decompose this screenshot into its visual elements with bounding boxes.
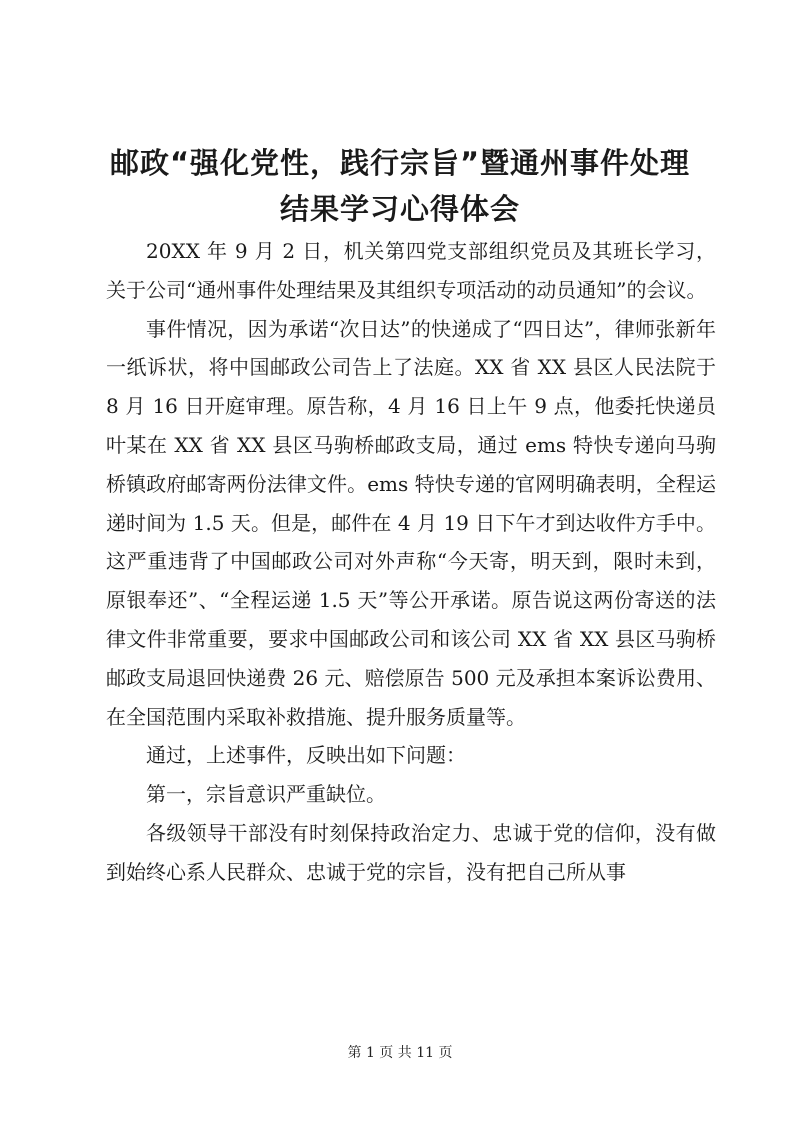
paragraph-issue-one-body: 各级领导干部没有时刻保持政治定力、忠诚于党的信仰，没有做到始终心系人民群众、忠诚于党的宗旨，没有把自己所从事	[106, 820, 716, 884]
paragraph-meeting-intro: 20XX 年 9 月 2 日，机关第四党支部组织党员及其班长学习，关于公司“通州事件处理结果及其组织专项活动的动员通知”的会议。	[106, 239, 716, 302]
paragraph-issue-one-heading: 第一，宗旨意识严重缺位。	[146, 782, 386, 807]
paragraph-issues-intro: 通过，上述事件，反映出如下问题：	[146, 743, 466, 768]
document-body	[106, 232, 716, 892]
document-title-line-2: 结果学习心得体会	[279, 192, 520, 226]
paragraph-event-details: 事件情况，因为承诺“次日达”的快递成了“四日达”，律师张新年一纸诉状，将中国邮政公司告上了法庭。XX 省 XX 县区人民法院于 8 月 16 日开庭审理。原告称，4 月 16 日上午 9 点，他委托快递员叶某在 XX 省 XX 县区马驹桥邮政支局，通过 ems 特快专递向马驹桥镇政府邮寄两份法律文件。ems 特快专递的官网明确表明，全程运递时间为 1.5 天。但是，邮件在 4 月 19 日下午才到达收件方手中。这严重违背了中国邮政公司对外声称“今天寄，明天到，限时未到，原银奉还”、“全程运递 1.5 天”等公开承诺。原告说这两份寄送的法律文件非常重要，要求中国邮政公司和该公司 XX 省 XX 县区马驹桥邮政支局退回快递费 26 元、赔偿原告 500 元及承担本案诉讼费用、在全国范围内采取补救措施、提升服务质量等。	[106, 316, 716, 729]
page-footer: 第 1 页 共 11 页	[347, 1045, 453, 1061]
document-title-line-1: 邮政“强化党性，践行宗旨”暨通州事件处理	[109, 146, 691, 180]
